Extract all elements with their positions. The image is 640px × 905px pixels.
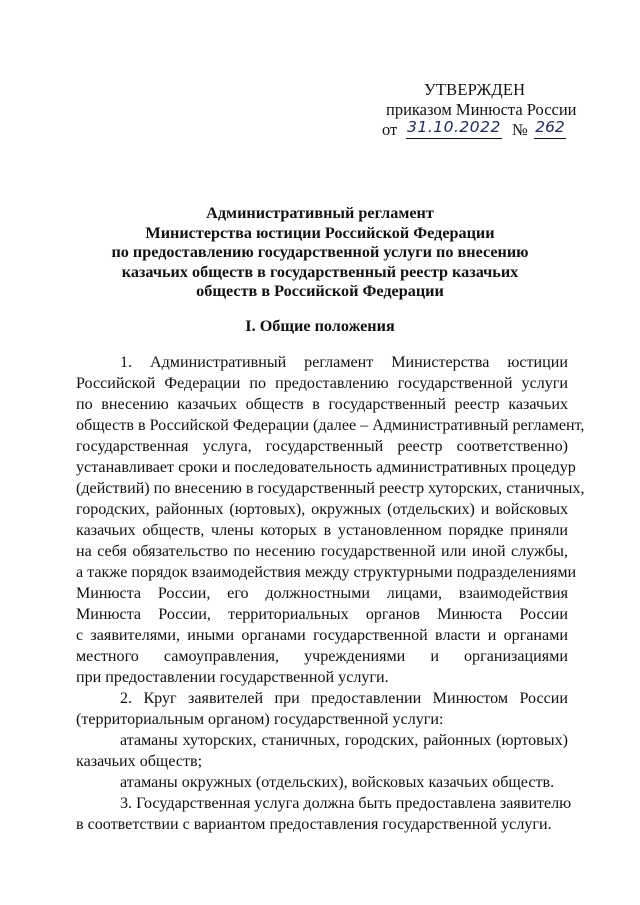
body-line: 1. Административный регламент Министерства юстиции — [120, 354, 568, 371]
body-line: (территориальным органом) государственной услуги: — [76, 711, 444, 728]
body-line: атаманы окружных (отдельских), войсковых казачьих обществ. — [120, 774, 555, 791]
body-line: на себя обязательство по несению государственной или иной службы, — [76, 543, 568, 560]
approval-title: УТВЕРЖДЕН — [424, 80, 526, 99]
body-line: в соответствии с вариантом предоставления государственной услуги. — [76, 816, 552, 833]
document-title — [60, 204, 580, 302]
approval-date-line — [378, 120, 578, 142]
body-line: Минюста России, его должностными лицами, взаимодействия — [76, 585, 568, 602]
body-line: устанавливает сроки и последовательность административных процедур — [76, 459, 576, 476]
approval-order: приказом Минюста России — [386, 100, 577, 119]
body-line: Минюста России, территориальных органов Минюста России — [76, 606, 568, 623]
body-line: местного самоуправления, учреждениями и организациями — [76, 648, 568, 665]
title-line: по предоставлению государственной услуги по внесению — [111, 243, 529, 261]
body-line: казачьих обществ, члены которых в установленном порядке приняли — [76, 522, 568, 539]
title-line: казачьих обществ в государственный реестр казачьих — [121, 262, 519, 281]
body-line: городских, районных (юртовых), окружных (отдельских) и войсковых — [76, 501, 568, 518]
approval-number: 262 — [534, 117, 566, 139]
body-line: 3. Государственная услуга должна быть предоставлена заявителю — [120, 795, 572, 812]
title-line: Министерства юстиции Российской Федерации — [145, 223, 495, 242]
body-line: обществ в Российской Федерации (далее – Административный регламент, — [76, 417, 585, 434]
approval-from-label: от — [382, 120, 398, 139]
approval-date: 31.10.2022 — [406, 117, 502, 139]
section-title: I. Общие положения — [245, 317, 395, 335]
title-line: Административный регламент — [206, 204, 434, 222]
body-line: по внесению казачьих обществ в государственный реестр казачьих — [76, 396, 568, 413]
approval-stamp — [378, 80, 578, 142]
body-line: 2. Круг заявителей при предоставлении Минюстом России — [120, 690, 568, 707]
approval-number-label: № — [512, 120, 528, 139]
body-line: а также порядок взаимодействия между структурными подразделениями — [76, 564, 577, 581]
body-line: (действий) по внесению в государственный реестр хуторских, станичных, — [76, 480, 585, 497]
body-line: при предоставлении государственной услуги. — [76, 669, 389, 686]
body-line: казачьих обществ; — [76, 753, 203, 770]
title-line: обществ в Российской Федерации — [196, 282, 444, 300]
body-line: Российской Федерации по предоставлению государственной услуги — [76, 375, 568, 392]
body-line: государственная услуга, государственный реестр соответственно) — [76, 438, 568, 455]
body-line: атаманы хуторских, станичных, городских, районных (юртовых) — [120, 732, 568, 749]
body-line: с заявителями, иными органами государственной власти и органами — [76, 627, 568, 644]
